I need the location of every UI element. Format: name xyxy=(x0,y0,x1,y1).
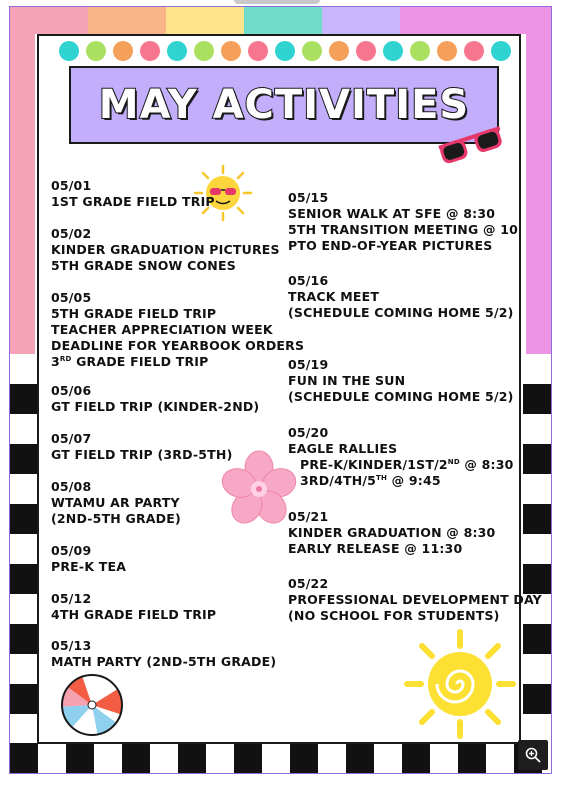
decorative-dot xyxy=(383,41,403,61)
checker-square xyxy=(523,384,551,414)
left-pink-band xyxy=(10,34,35,354)
decorative-dot xyxy=(248,41,268,61)
event-date: 05/05 xyxy=(51,290,92,305)
event-0505 xyxy=(51,290,304,370)
event-date: 05/22 xyxy=(288,576,329,591)
event-line: EAGLE RALLIES xyxy=(288,441,398,456)
stripe-orange xyxy=(88,7,166,34)
event-line: 5TH GRADE SNOW CONES xyxy=(51,258,236,273)
checker-square xyxy=(10,414,38,444)
event-date: 05/13 xyxy=(51,638,92,653)
event-line: FUN IN THE SUN xyxy=(288,373,406,388)
event-line: TRACK MEET xyxy=(288,289,380,304)
event-0515 xyxy=(288,190,518,254)
swirl-sun-icon xyxy=(401,626,519,742)
decorative-dot xyxy=(221,41,241,61)
checker-square xyxy=(486,743,514,773)
event-date: 05/19 xyxy=(288,357,329,372)
flyer-paper xyxy=(37,34,542,744)
event-0502 xyxy=(51,226,280,274)
zoom-in-icon xyxy=(525,747,541,763)
event-0522 xyxy=(288,576,542,624)
event-date: 05/16 xyxy=(288,273,329,288)
checker-square xyxy=(10,743,38,773)
event-line: DEADLINE FOR YEARBOOK ORDERS xyxy=(51,338,305,353)
event-line-rally-1 xyxy=(288,457,514,473)
event-line: PROFESSIONAL DEVELOPMENT DAY xyxy=(288,592,542,607)
checker-square xyxy=(318,743,346,773)
stripe-pink xyxy=(10,7,88,34)
decorative-dot xyxy=(275,41,295,61)
decorative-dot xyxy=(464,41,484,61)
checker-square xyxy=(94,743,122,773)
event-line: PRE-K TEA xyxy=(51,559,127,574)
event-date: 05/02 xyxy=(51,226,92,241)
ordinal-suffix: ND xyxy=(447,457,460,466)
decorative-dot xyxy=(356,41,376,61)
stripe-yellow xyxy=(166,7,244,34)
right-checker-border xyxy=(523,354,551,744)
checker-square xyxy=(150,743,178,773)
event-line-third-grade xyxy=(51,354,304,370)
decorative-dot xyxy=(491,41,511,61)
checker-square xyxy=(234,743,262,773)
checker-square xyxy=(346,743,374,773)
event-text: @ 8:30 xyxy=(459,457,514,472)
event-date: 05/08 xyxy=(51,479,92,494)
checker-square xyxy=(523,444,551,474)
event-line: 5TH TRANSITION MEETING @ 10 xyxy=(288,222,519,237)
checker-square xyxy=(523,414,551,444)
sunglasses-icon xyxy=(431,118,509,168)
checker-square xyxy=(10,384,38,414)
event-line: KINDER GRADUATION PICTURES xyxy=(51,242,280,257)
checker-square xyxy=(523,504,551,534)
decorative-dot xyxy=(194,41,214,61)
checker-square xyxy=(10,624,38,654)
event-line: GT FIELD TRIP (KINDER-2ND) xyxy=(51,399,260,414)
viewer-top-handle[interactable] xyxy=(234,0,320,4)
stripe-magenta xyxy=(400,7,551,34)
checker-square xyxy=(262,743,290,773)
decorative-dot xyxy=(302,41,322,61)
checker-square xyxy=(206,743,234,773)
decorative-dot xyxy=(167,41,187,61)
event-date: 05/09 xyxy=(51,543,92,558)
event-line: MATH PARTY (2ND-5TH GRADE) xyxy=(51,654,277,669)
checker-square xyxy=(10,594,38,624)
checker-square xyxy=(10,444,38,474)
decorative-dot xyxy=(59,41,79,61)
event-date: 05/21 xyxy=(288,509,329,524)
checker-square xyxy=(523,654,551,684)
event-line: (2ND-5TH GRADE) xyxy=(51,511,181,526)
event-0520 xyxy=(288,425,514,489)
event-0516 xyxy=(288,273,514,321)
event-date: 05/20 xyxy=(288,425,329,440)
ordinal-suffix: RD xyxy=(59,354,72,363)
event-0508 xyxy=(51,479,181,527)
checker-square xyxy=(122,743,150,773)
checker-square xyxy=(458,743,486,773)
event-date: 05/07 xyxy=(51,431,92,446)
checker-square xyxy=(523,624,551,654)
event-line: (NO SCHOOL FOR STUDENTS) xyxy=(288,608,500,623)
checker-square xyxy=(10,654,38,684)
decorative-dot xyxy=(329,41,349,61)
event-line: GT FIELD TRIP (3RD-5TH) xyxy=(51,447,233,462)
event-0507 xyxy=(51,431,233,463)
checker-square xyxy=(374,743,402,773)
decorative-dot xyxy=(140,41,160,61)
event-0513 xyxy=(51,638,276,670)
ordinal-number: 3 xyxy=(51,354,60,369)
event-line: SENIOR WALK AT SFE @ 8:30 xyxy=(288,206,496,221)
decorative-dot xyxy=(410,41,430,61)
checker-square xyxy=(10,474,38,504)
event-date: 05/06 xyxy=(51,383,92,398)
checker-square xyxy=(402,743,430,773)
checker-square xyxy=(10,684,38,714)
event-line: 4TH GRADE FIELD TRIP xyxy=(51,607,217,622)
event-line: TEACHER APPRECIATION WEEK xyxy=(51,322,273,337)
checker-square xyxy=(178,743,206,773)
checker-square xyxy=(66,743,94,773)
event-text: 3RD/4TH/5 xyxy=(300,473,377,488)
event-0509 xyxy=(51,543,126,575)
checker-square xyxy=(10,714,38,744)
flyer-image xyxy=(9,6,552,774)
event-text: @ 9:45 xyxy=(387,473,441,488)
ordinal-suffix: TH xyxy=(376,473,388,482)
event-line: 1ST GRADE FIELD TRIP xyxy=(51,194,215,209)
event-line: KINDER GRADUATION @ 8:30 xyxy=(288,525,496,540)
event-line: EARLY RELEASE @ 11:30 xyxy=(288,541,463,556)
right-magenta-band xyxy=(526,34,551,354)
event-line: (SCHEDULE COMING HOME 5/2) xyxy=(288,389,514,404)
beach-ball-icon xyxy=(59,672,125,738)
checker-square xyxy=(523,474,551,504)
event-0519 xyxy=(288,357,514,405)
event-date: 05/12 xyxy=(51,591,92,606)
event-date: 05/15 xyxy=(288,190,329,205)
event-line: WTAMU AR PARTY xyxy=(51,495,180,510)
checker-square xyxy=(10,354,38,384)
event-0506 xyxy=(51,383,259,415)
checker-square xyxy=(10,564,38,594)
checker-square xyxy=(523,684,551,714)
decorative-dot xyxy=(437,41,457,61)
stripe-lavender xyxy=(322,7,400,34)
left-checker-border xyxy=(10,354,38,744)
event-line-rally-2 xyxy=(288,473,514,489)
event-0512 xyxy=(51,591,216,623)
checker-square xyxy=(38,743,66,773)
event-line: PTO END-OF-YEAR PICTURES xyxy=(288,238,493,253)
checker-square xyxy=(10,534,38,564)
event-line: 5TH GRADE FIELD TRIP xyxy=(51,306,217,321)
decorative-dot xyxy=(113,41,133,61)
checker-square xyxy=(523,354,551,384)
event-text: PRE-K/KINDER/1ST/2 xyxy=(300,457,448,472)
event-date: 05/01 xyxy=(51,178,92,193)
checker-square xyxy=(290,743,318,773)
zoom-in-button[interactable] xyxy=(518,740,548,770)
decorative-dot xyxy=(86,41,106,61)
checker-square xyxy=(523,534,551,564)
stripe-teal xyxy=(244,7,322,34)
event-text: GRADE FIELD TRIP xyxy=(71,354,209,369)
event-0521 xyxy=(288,509,495,557)
page-title: MAY ACTIVITIES xyxy=(98,82,470,128)
checker-square xyxy=(430,743,458,773)
event-0501 xyxy=(51,178,215,210)
bottom-checker-border xyxy=(10,743,551,773)
event-line: (SCHEDULE COMING HOME 5/2) xyxy=(288,305,514,320)
checker-square xyxy=(10,504,38,534)
decorative-dots-row xyxy=(59,39,519,63)
